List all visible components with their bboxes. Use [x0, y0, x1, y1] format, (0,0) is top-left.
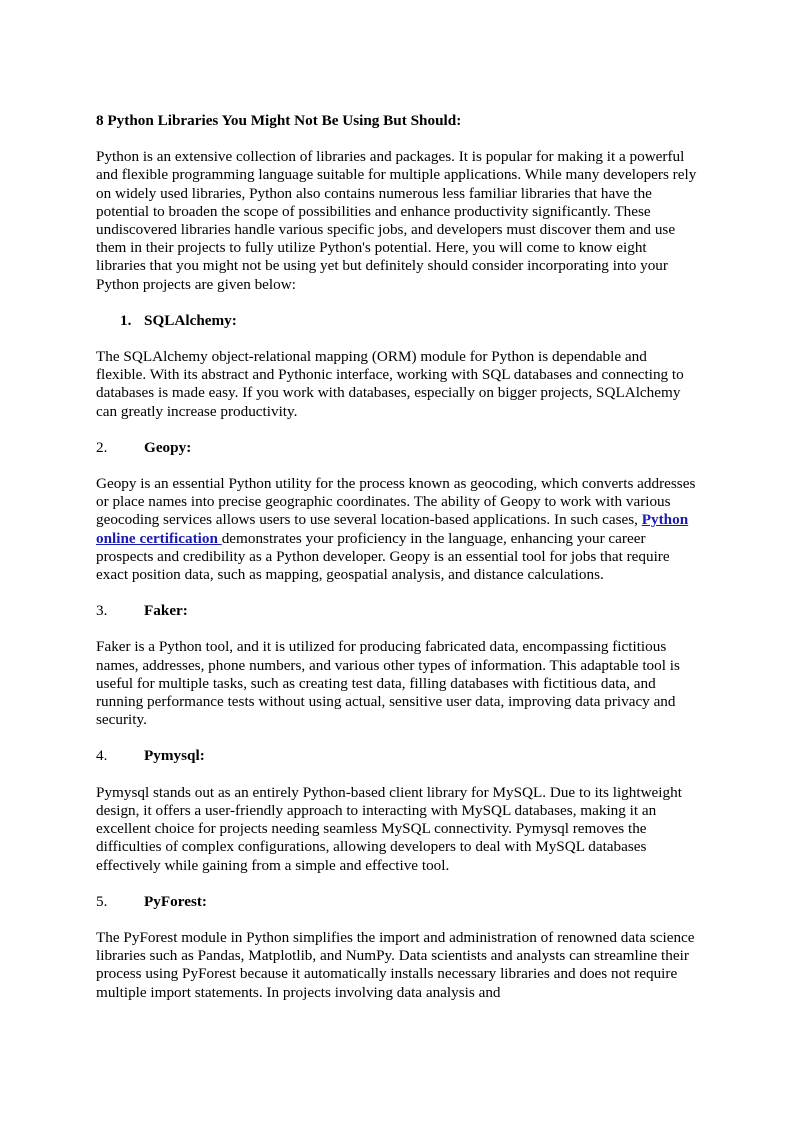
intro-paragraph: Python is an extensive collection of libraries and packages. It is popular for making it a powerful and flexible programming language suitable for multiple applications. While many developers rely on widely used libraries, Python also contains numerous less familiar libraries that have the potential to broaden the scope of possibilities and enhance productivity significantly. These undiscovered libraries handle various specific jobs, and developers must discover them and use them in their projects to fully utilize Python's potential. Here, you will come to know eight libraries that you might not be using yet but definitely should consider incorporating into your Python projects are given below: — [96, 148, 697, 293]
section-number: 3. — [96, 602, 108, 620]
section-heading-pymysql — [96, 747, 698, 765]
geopy-text-before-link: Geopy is an essential Python utility for the process known as geocoding, which converts addresses or place names into precise geographic coordinates. The ability of Geopy to work with various geocoding services allows users to use several location-based applications. In such cases, — [96, 475, 696, 529]
document-page — [96, 112, 698, 1020]
section-title: Geopy: — [144, 438, 192, 456]
section-body-pyforest: The PyForest module in Python simplifies the import and administration of renowned data science libraries such as Pandas, Matplotlib, and NumPy. Data scientists and analysts can streamline their process using PyForest because it automatically installs necessary libraries and does not require multiple import statements. In projects involving data analysis and — [96, 928, 695, 1001]
section-number: 1. — [120, 311, 132, 329]
python-certification-link[interactable]: Python online certification — [96, 511, 689, 547]
section-title: SQLAlchemy: — [144, 311, 237, 329]
section-body-geopy — [96, 475, 698, 584]
section-heading-faker — [96, 602, 698, 620]
section-body-faker: Faker is a Python tool, and it is utilized for producing fabricated data, encompassing fictitious names, addresses, phone numbers, and various other types of information. This adaptable tool is useful for multiple tasks, such as creating test data, filling databases with fictitious data, and running performance tests without using actual, sensitive user data, improving data privacy and security. — [96, 638, 680, 729]
section-body-pymysql: Pymysql stands out as an entirely Python-based client library for MySQL. Due to its lightweight design, it offers a user-friendly approach to interacting with MySQL databases, making it an excellent choice for projects needing seamless MySQL connectivity. Pymysql removes the difficulties of complex configurations, allowing developers to deal with MySQL databases effectively while gaining from a simple and effective tool. — [96, 783, 682, 874]
document-title: 8 Python Libraries You Might Not Be Using But Should: — [96, 112, 462, 129]
section-title: Faker: — [144, 602, 188, 620]
section-heading-geopy — [96, 439, 698, 457]
section-number: 5. — [96, 892, 108, 910]
section-number: 4. — [96, 747, 108, 765]
section-heading-sqlalchemy — [96, 312, 698, 330]
section-body-sqlalchemy: The SQLAlchemy object-relational mapping (ORM) module for Python is dependable and flexible. With its abstract and Pythonic interface, working with SQL databases and connecting to databases is made easy. If you work with databases, especially on bigger projects, SQLAlchemy can greatly increase productivity. — [96, 348, 684, 420]
section-title: PyForest: — [144, 892, 207, 910]
section-number: 2. — [96, 438, 108, 456]
section-heading-pyforest — [96, 893, 698, 911]
geopy-text-after-link: demonstrates your proficiency in the language, enhancing your career prospects and credibility as a Python developer. Geopy is an essential tool for jobs that require exact position data, such as mapping, geospatial analysis, and distance calculations. — [96, 529, 670, 584]
section-title: Pymysql: — [144, 747, 205, 765]
